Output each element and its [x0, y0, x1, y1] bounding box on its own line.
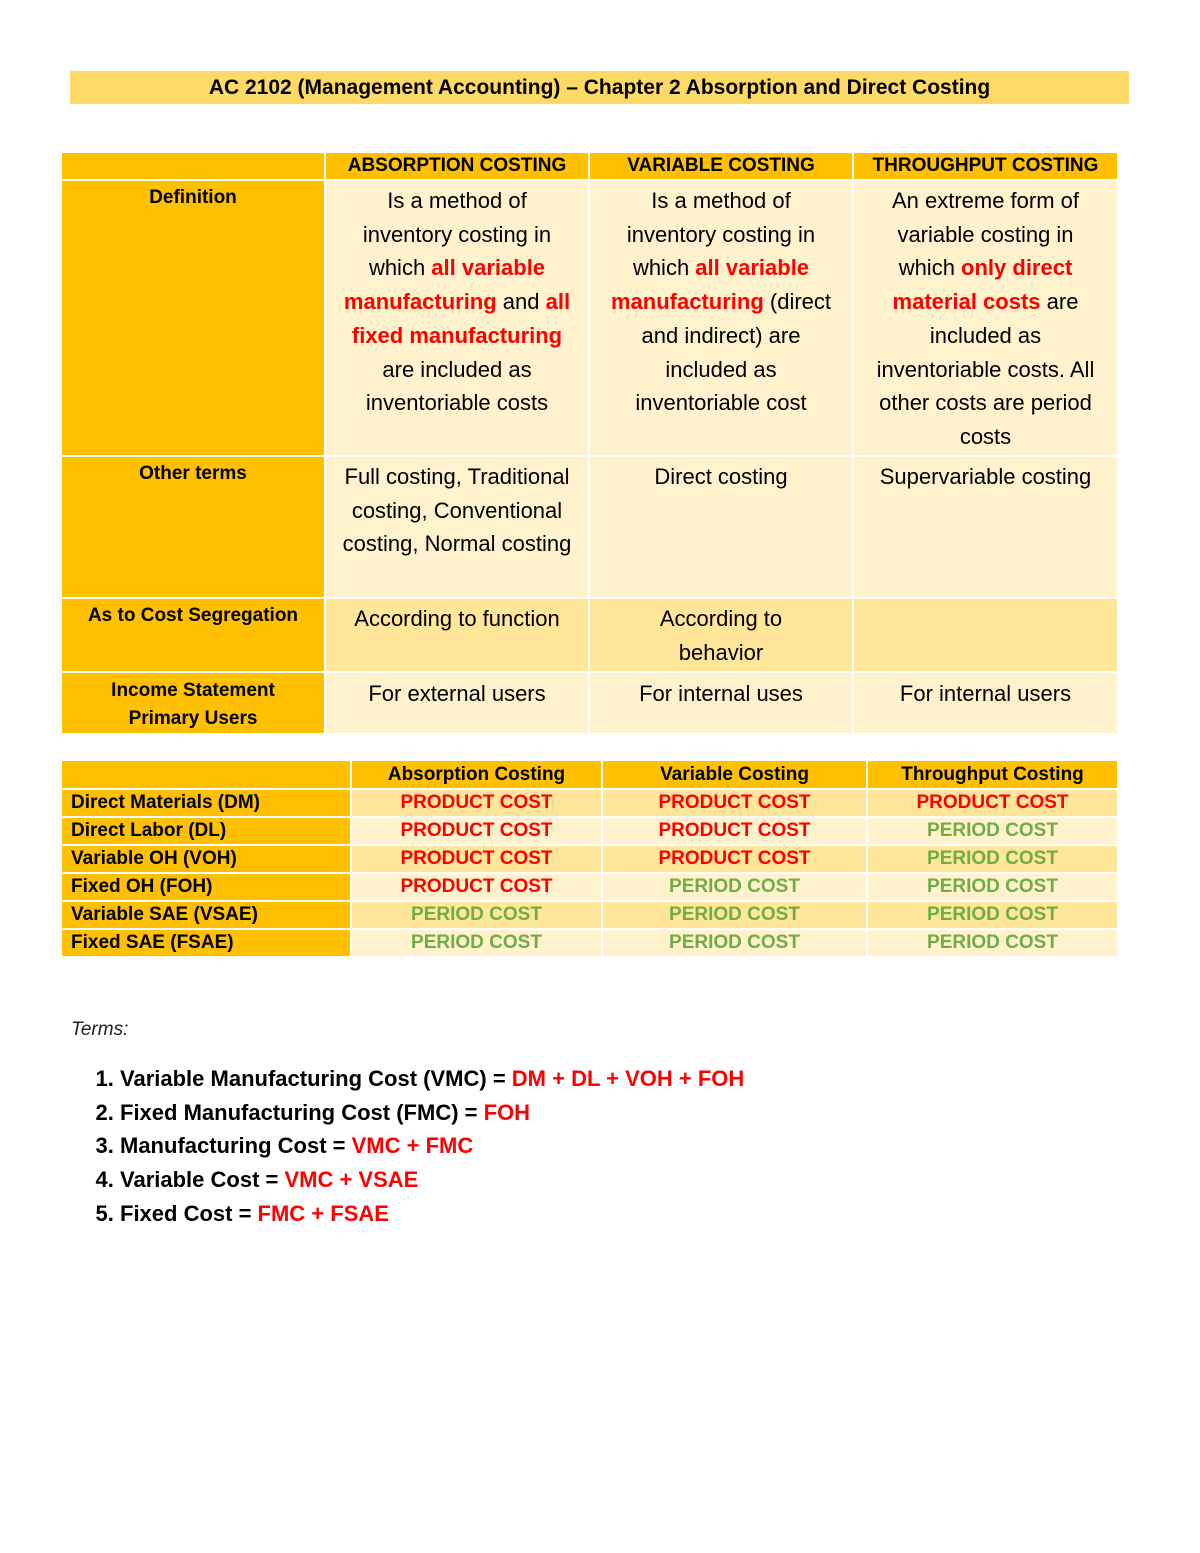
definition-variable-highlight-1: all variable manufacturing — [610, 255, 810, 315]
other-terms-absorption: Full costing, Traditional costing, Conventional costing, Normal costing — [325, 456, 589, 598]
table1-header-row — [61, 152, 1118, 180]
term-formula: DM + DL + VOH + FOH — [511, 1066, 745, 1091]
table2-header-absorption: Absorption Costing — [351, 760, 602, 789]
users-absorption: For external users — [325, 672, 589, 734]
throughput-classification: PERIOD COST — [867, 845, 1118, 873]
cost-item-label: Fixed SAE (FSAE) — [61, 929, 351, 957]
variable-classification: PERIOD COST — [602, 873, 867, 901]
page-title — [70, 71, 1129, 104]
users-label-line1: Income Statement — [111, 680, 275, 701]
table-row — [61, 929, 1118, 957]
terms-list — [70, 1062, 744, 1231]
throughput-classification: PERIOD COST — [867, 873, 1118, 901]
absorption-classification: PERIOD COST — [351, 929, 602, 957]
cost-item-label: Direct Materials (DM) — [61, 789, 351, 817]
table2-header-blank — [61, 760, 351, 789]
table2-header-throughput: Throughput Costing — [867, 760, 1118, 789]
table-row — [61, 817, 1118, 845]
other-terms-throughput: Supervariable costing — [853, 456, 1118, 598]
cost-item-label: Variable SAE (VSAE) — [61, 901, 351, 929]
throughput-classification: PRODUCT COST — [867, 789, 1118, 817]
variable-classification: PRODUCT COST — [602, 845, 867, 873]
definition-absorption-highlight-1: all variable manufacturing — [343, 255, 546, 315]
cost-item-label: Direct Labor (DL) — [61, 817, 351, 845]
cost-classification-table — [60, 759, 1119, 958]
variable-classification: PRODUCT COST — [602, 789, 867, 817]
costing-comparison-table — [60, 151, 1119, 735]
term-formula: FOH — [483, 1099, 531, 1125]
table2-header-row — [61, 760, 1118, 789]
definition-throughput-highlight-1: only direct material costs — [892, 255, 1073, 315]
table1-row-other-terms — [61, 456, 1118, 598]
absorption-classification: PRODUCT COST — [351, 789, 602, 817]
other-terms-variable: Direct costing — [589, 456, 853, 598]
users-label-line2: Primary Users — [128, 708, 258, 729]
cost-item-label: Fixed OH (FOH) — [61, 873, 351, 901]
segregation-variable: According to behavior — [589, 598, 853, 672]
table-row — [61, 789, 1118, 817]
definition-throughput-text-1: An extreme form of variable costing in which — [891, 188, 1080, 281]
table1-row-definition — [61, 180, 1118, 456]
term-formula: VMC + VSAE — [284, 1167, 419, 1193]
term-name: Variable Cost = — [120, 1167, 285, 1193]
absorption-classification: PERIOD COST — [351, 901, 602, 929]
table1-row-segregation — [61, 598, 1118, 672]
cost-item-label: Variable OH (VOH) — [61, 845, 351, 873]
definition-throughput — [853, 180, 1118, 456]
table-row — [61, 845, 1118, 873]
list-item — [120, 1129, 744, 1163]
list-item — [120, 1062, 744, 1096]
table2-header-variable: Variable Costing — [602, 760, 867, 789]
definition-label: Definition — [61, 180, 325, 456]
definition-throughput-text-2: are included as inventoriable costs. All other costs are period costs — [876, 289, 1095, 449]
definition-variable-text-1: Is a method of inventory costing in which — [626, 188, 816, 281]
definition-absorption-text-1: Is a method of inventory costing in which — [362, 188, 552, 281]
variable-classification: PRODUCT COST — [602, 817, 867, 845]
variable-classification: PERIOD COST — [602, 901, 867, 929]
segregation-absorption: According to function — [325, 598, 589, 672]
users-label — [61, 672, 325, 734]
table1-header-absorption: ABSORPTION COSTING — [325, 152, 589, 180]
page-title-text: AC 2102 (Management Accounting) – Chapter 2 Absorption and Direct Costing — [208, 75, 991, 99]
table-row — [61, 901, 1118, 929]
definition-absorption-text-3: are included as inventoriable costs — [365, 356, 549, 416]
segregation-label: As to Cost Segregation — [61, 598, 325, 672]
table1-header-blank — [61, 152, 325, 180]
users-throughput: For internal users — [853, 672, 1118, 734]
absorption-classification: PRODUCT COST — [351, 873, 602, 901]
absorption-classification: PRODUCT COST — [351, 817, 602, 845]
table1-header-throughput: THROUGHPUT COSTING — [853, 152, 1118, 180]
term-name: Fixed Cost = — [120, 1200, 258, 1226]
list-item — [120, 1197, 744, 1231]
term-name: Variable Manufacturing Cost (VMC) = — [120, 1066, 512, 1091]
term-name: Manufacturing Cost = — [120, 1133, 352, 1159]
other-terms-label: Other terms — [61, 456, 325, 598]
users-variable: For internal uses — [589, 672, 853, 734]
throughput-classification: PERIOD COST — [867, 901, 1118, 929]
table1-header-variable: VARIABLE COSTING — [589, 152, 853, 180]
throughput-classification: PERIOD COST — [867, 929, 1118, 957]
definition-variable — [589, 180, 853, 456]
variable-classification: PERIOD COST — [602, 929, 867, 957]
term-formula: FMC + FSAE — [257, 1200, 389, 1226]
absorption-classification: PRODUCT COST — [351, 845, 602, 873]
list-item — [120, 1163, 744, 1197]
segregation-throughput — [853, 598, 1118, 672]
definition-absorption — [325, 180, 589, 456]
table1-row-users — [61, 672, 1118, 734]
definition-variable-text-2: (direct and indirect) are included as inventoriable cost — [635, 289, 832, 416]
term-name: Fixed Manufacturing Cost (FMC) = — [120, 1099, 484, 1125]
table-row — [61, 873, 1118, 901]
throughput-classification: PERIOD COST — [867, 817, 1118, 845]
definition-absorption-highlight-2: all fixed manufacturing — [351, 289, 571, 348]
list-item — [120, 1096, 744, 1130]
definition-absorption-text-2: and — [496, 289, 546, 315]
terms-heading: Terms: — [71, 1019, 129, 1040]
term-formula: VMC + FMC — [351, 1133, 474, 1159]
